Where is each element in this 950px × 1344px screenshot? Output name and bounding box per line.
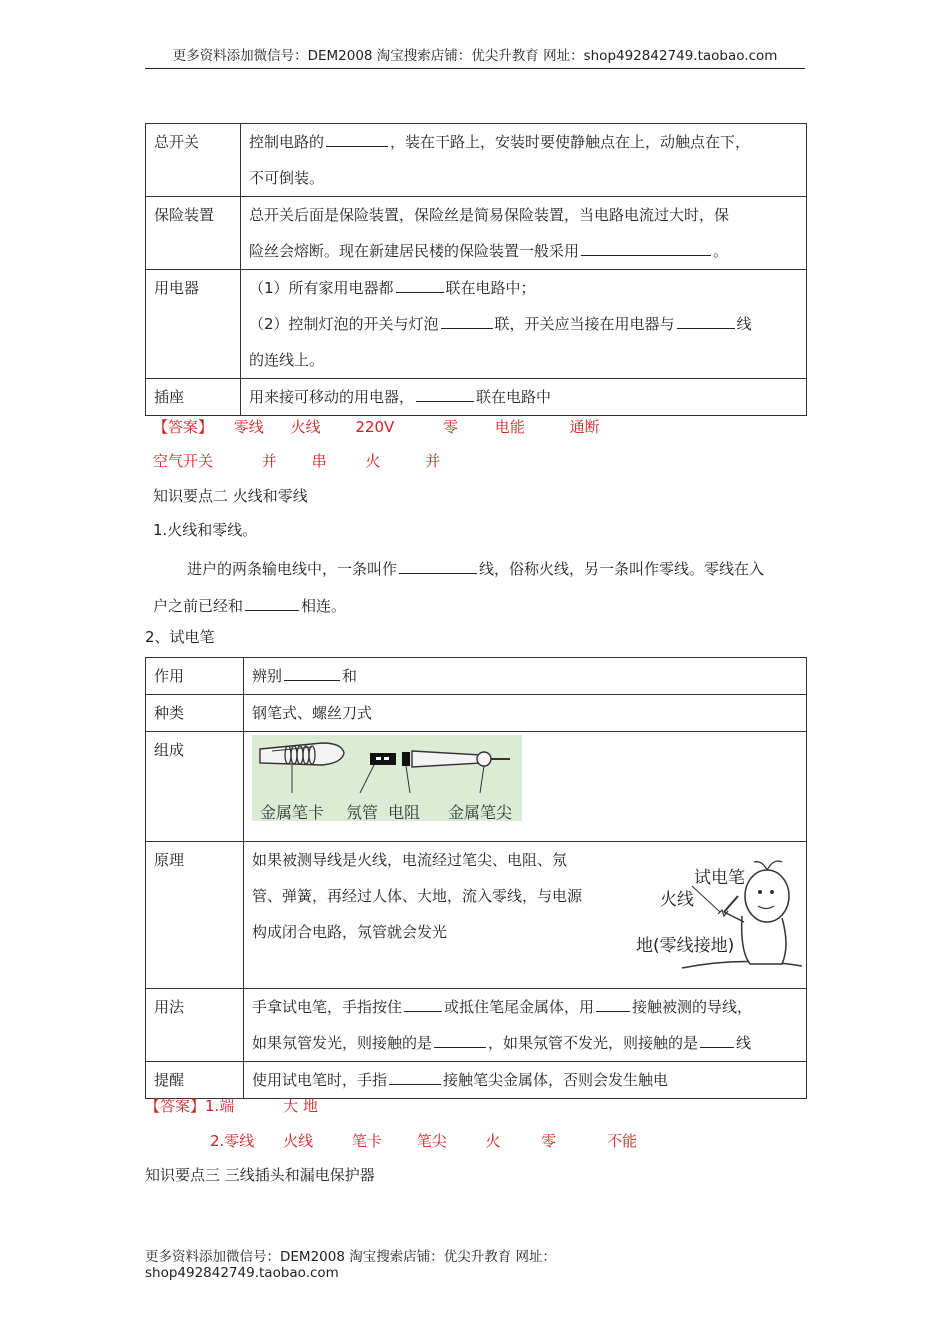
test-pen-icon [252, 735, 522, 795]
row-content: 用来接可移动的用电器， 联在电路中 [241, 379, 807, 416]
subsection-title: 1.火线和零线。 [153, 521, 258, 539]
row-label: 总开关 [146, 124, 241, 197]
table-row [146, 695, 807, 732]
row-label: 提醒 [146, 1062, 244, 1099]
electrical-components-table [145, 123, 807, 416]
table-row [146, 124, 807, 197]
cartoon-label: 试电笔 [694, 868, 745, 888]
answer-block-1b: 空气开关 并 串 火 并 [153, 452, 441, 470]
fill-blank[interactable] [326, 128, 388, 147]
figure-label: 金属笔卡 [260, 803, 325, 822]
row-content: 控制电路的 ，装在干路上，安装时要使静触点在上，动触点在下， 不可倒装。 [241, 124, 807, 197]
test-pen-table [145, 657, 807, 1099]
row-content: 辨别 和 [244, 658, 807, 695]
section-title: 知识要点二 火线和零线 [153, 487, 308, 505]
figure-label: 电阻 [388, 803, 421, 822]
fill-blank[interactable] [596, 993, 630, 1012]
row-label: 作用 [146, 658, 244, 695]
row-content [244, 732, 807, 842]
fill-blank[interactable] [389, 1066, 441, 1085]
table-row [146, 658, 807, 695]
table-row [146, 732, 807, 842]
fill-blank[interactable] [441, 310, 493, 329]
fill-blank[interactable] [284, 662, 340, 681]
row-label: 保险装置 [146, 197, 241, 270]
table-row [146, 1062, 807, 1099]
fill-blank[interactable] [416, 383, 474, 402]
fill-blank[interactable] [700, 1029, 734, 1048]
page-header: 更多资料添加微信号：DEM2008 淘宝搜索店铺：优尖升教育 网址：shop492842749.taobao.com [145, 44, 805, 69]
answer-block-2: 【答案】1.端 大 地 [145, 1097, 318, 1115]
fill-blank[interactable] [245, 592, 299, 611]
row-content: 如果被测导线是火线，电流经过笔尖、电阻、氖 管、弹簧，再经过人体、大地，流入零线，与电源 构成闭合电路，氖管就会发光 试电笔 火线 地(零线接地) [244, 842, 807, 989]
subsection-title: 2、试电笔 [145, 628, 215, 646]
table-row [146, 989, 807, 1062]
row-label: 用法 [146, 989, 244, 1062]
page-footer: 更多资料添加微信号：DEM2008 淘宝搜索店铺：优尖升教育 网址：shop492842749.taobao.com [145, 1249, 557, 1281]
test-pen-figure [252, 735, 522, 821]
table-row [146, 197, 807, 270]
cartoon-illustration [636, 856, 802, 976]
row-label: 组成 [146, 732, 244, 842]
fill-blank[interactable] [404, 993, 442, 1012]
fill-blank[interactable] [581, 237, 711, 256]
figure-label: 氖管 [346, 803, 379, 822]
fill-blank[interactable] [396, 274, 444, 293]
row-content: （1）所有家用电器都 联在电路中； （2）控制灯泡的开关与灯泡 联，开关应当接在用电器与 线 的连线上。 [241, 270, 807, 379]
row-content: 手拿试电笔，手指按住 或抵住笔尾金属体，用 接触被测的导线， 如果氖管发光，则接触的是 ，如果氖管不发光，则接触的是 线 [244, 989, 807, 1062]
table-row [146, 842, 807, 989]
row-content: 使用试电笔时，手指 接触笔尖金属体，否则会发生触电 [244, 1062, 807, 1099]
figure-label: 金属笔尖 [448, 803, 513, 822]
row-label: 种类 [146, 695, 244, 732]
paragraph-line: 进户的两条输电线中，一条叫作 线，俗称火线，另一条叫作零线。零线在入 [187, 555, 764, 579]
table-row [146, 270, 807, 379]
fill-blank[interactable] [399, 555, 477, 574]
cartoon-label: 地(零线接地) [636, 936, 735, 956]
row-label: 插座 [146, 379, 241, 416]
cartoon-label: 火线 [660, 890, 694, 910]
fill-blank[interactable] [434, 1029, 486, 1048]
row-label: 用电器 [146, 270, 241, 379]
fill-blank[interactable] [677, 310, 735, 329]
answer-block-1: 【答案】 零线 火线 220V 零 电能 通断 [153, 418, 600, 436]
answer-block-2b: 2.零线 火线 笔卡 笔尖 火 零 不能 [210, 1132, 638, 1150]
section-title: 知识要点三 三线插头和漏电保护器 [145, 1166, 375, 1184]
row-content: 钢笔式、螺丝刀式 [244, 695, 807, 732]
paragraph-line: 户之前已经和 相连。 [153, 592, 346, 616]
row-label: 原理 [146, 842, 244, 989]
row-content: 总开关后面是保险装置，保险丝是简易保险装置，当电路电流过大时，保 险丝会熔断。现在新建居民楼的保险装置一般采用 。 [241, 197, 807, 270]
table-row [146, 379, 807, 416]
